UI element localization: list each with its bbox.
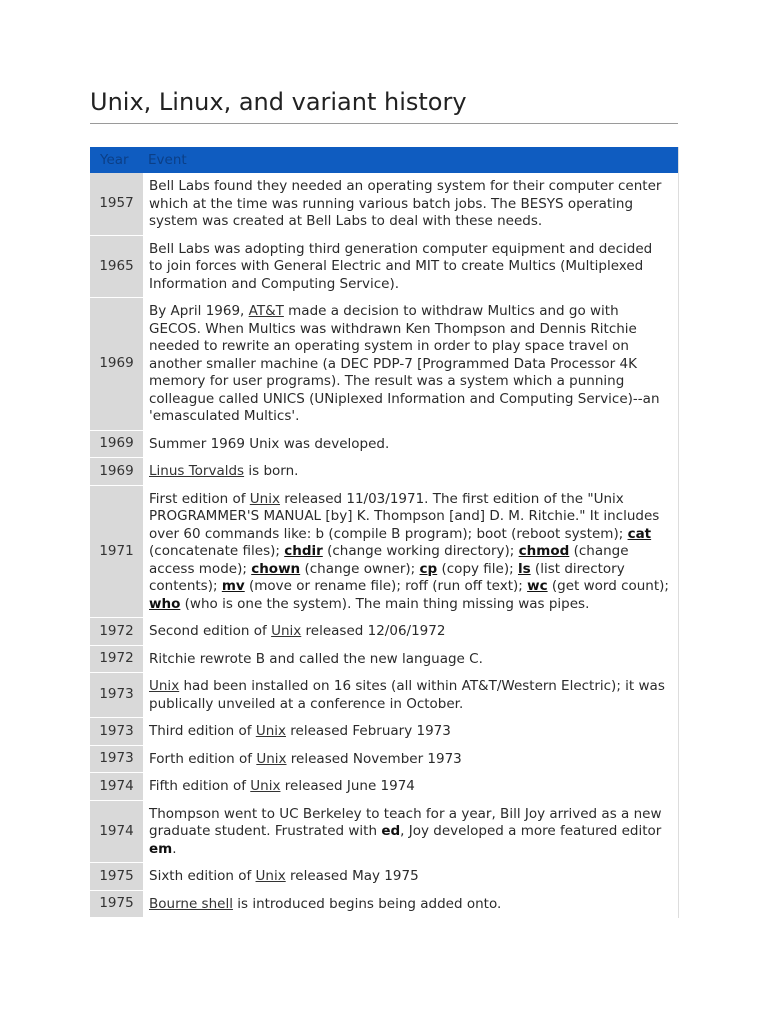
event-cell	[143, 863, 678, 891]
table-row	[90, 618, 678, 646]
year-cell: 1972	[90, 645, 143, 673]
year-cell: 1974	[90, 773, 143, 801]
event-link[interactable]: Unix	[255, 723, 286, 739]
event-cell	[143, 173, 678, 235]
event-text: Thompson went to UC Berkeley to teach for a year, Bill Joy arrived as a new graduate student. Frustrated with	[149, 805, 662, 839]
table-row	[90, 235, 678, 298]
event-cell	[143, 485, 678, 618]
command-name: mv	[221, 578, 245, 594]
event-link[interactable]: Linus Torvalds	[149, 463, 245, 479]
event-link[interactable]: Bourne shell	[149, 895, 233, 912]
year-cell: 1973	[90, 718, 143, 746]
event-text: (change owner);	[300, 560, 420, 577]
event-cell	[143, 745, 678, 773]
event-text: By April 1969,	[149, 303, 249, 319]
year-cell: 1975	[90, 890, 143, 918]
history-table-container	[90, 147, 679, 918]
year-cell: 1969	[90, 298, 143, 431]
event-text: Third edition of	[149, 723, 256, 739]
table-row	[90, 800, 678, 863]
event-text: (concatenate files);	[149, 543, 285, 559]
year-cell: 1969	[90, 458, 143, 486]
table-row	[90, 773, 678, 801]
bold-term: ed	[381, 823, 401, 839]
event-text: had been installed on 16 sites (all within AT&T/Western Electric); it was publically unveiled at a conference in October.	[149, 678, 665, 712]
year-cell: 1969	[90, 430, 143, 458]
event-cell	[143, 458, 678, 486]
event-cell	[143, 618, 678, 646]
page-title: Unix, Linux, and variant history	[90, 88, 467, 116]
event-link[interactable]: Unix	[249, 490, 280, 507]
event-link[interactable]: AT&T	[248, 303, 284, 319]
event-cell	[143, 773, 678, 801]
year-cell: 1957	[90, 173, 143, 235]
event-text: Ritchie rewrote B and called the new language C.	[149, 650, 483, 667]
event-cell	[143, 718, 678, 746]
table-row	[90, 645, 678, 673]
year-cell: 1971	[90, 485, 143, 618]
event-link[interactable]: Unix	[256, 750, 287, 767]
event-cell	[143, 673, 678, 718]
event-cell	[143, 645, 678, 673]
table-row	[90, 863, 678, 891]
year-cell: 1974	[90, 800, 143, 863]
event-text: (copy file);	[437, 560, 518, 577]
event-link[interactable]: Unix	[271, 623, 302, 639]
event-link[interactable]: Unix	[250, 778, 281, 794]
event-cell	[143, 430, 678, 458]
event-text: (change working directory);	[322, 543, 519, 559]
table-row	[90, 673, 678, 718]
event-text: is born.	[244, 463, 299, 479]
table-row	[90, 430, 678, 458]
event-text: made a decision to withdraw Multics and go with GECOS. When Multics was withdrawn Ken Thompson and Dennis Ritchie needed to rewrite an operating system in order to play space travel on another smaller machine (a DEC PDP-7 [Programmed Data Processor 4K memory for user programs). The result was a system which a punning colleague called UNICS (UNiplexed Information and Computing Service)--an 'emasculated Multics'.	[149, 303, 660, 424]
year-cell: 1965	[90, 235, 143, 298]
year-cell: 1973	[90, 745, 143, 773]
event-text: Sixth edition of	[149, 868, 256, 884]
event-cell	[143, 890, 678, 918]
event-text: Bell Labs found they needed an operating system for their computer center which at the time was running various batch jobs. The BESYS operating system was created at Bell Labs to deal with these needs.	[149, 178, 662, 229]
table-row	[90, 745, 678, 773]
history-table	[90, 147, 678, 918]
bold-term: em	[149, 840, 173, 857]
event-text: is introduced begins being added onto.	[232, 895, 502, 912]
event-cell	[143, 235, 678, 298]
event-cell	[143, 298, 678, 431]
table-row	[90, 458, 678, 486]
command-name: who	[149, 595, 181, 612]
event-link[interactable]: Unix	[255, 868, 286, 884]
event-text: Summer 1969 Unix was developed.	[149, 435, 390, 452]
table-row	[90, 298, 678, 431]
command-name: wc	[527, 578, 548, 594]
event-text: released May 1975	[285, 868, 419, 884]
column-header-event: Event	[143, 147, 678, 173]
event-text: .	[172, 840, 177, 857]
year-cell: 1973	[90, 673, 143, 718]
event-text: , Joy developed a more featured editor	[400, 823, 662, 839]
event-text: Second edition of	[149, 623, 272, 639]
year-cell: 1975	[90, 863, 143, 891]
event-cell	[143, 800, 678, 863]
table-row	[90, 485, 678, 618]
table-row	[90, 173, 678, 235]
event-text: Forth edition of	[149, 750, 257, 767]
title-divider	[90, 123, 678, 124]
command-name: cat	[627, 525, 652, 542]
event-text: released 11/03/1971. The first edition of the "Unix PROGRAMMER'S MANUAL [by] K. Thompson [and] D. M. Ritchie." It includes over 60 commands like: b (compile B program); boot (reboot system);	[149, 490, 660, 542]
command-name: cp	[419, 560, 438, 577]
event-text: (move or rename file); roff (run off text);	[244, 578, 528, 594]
event-text: Bell Labs was adopting third generation computer equipment and decided to join forces with General Electric and MIT to create Multics (Multiplexed Information and Computing Service).	[149, 240, 653, 292]
table-body	[90, 173, 678, 918]
event-text: (get word count);	[547, 578, 669, 594]
event-text: First edition of	[149, 490, 250, 507]
command-name: chdir	[284, 543, 323, 559]
table-row	[90, 890, 678, 918]
table-header-row	[90, 147, 678, 173]
event-text: released June 1974	[280, 778, 415, 794]
event-text: released 12/06/1972	[301, 623, 446, 639]
year-cell: 1972	[90, 618, 143, 646]
event-link[interactable]: Unix	[149, 678, 180, 694]
command-name: chmod	[518, 543, 570, 559]
event-text: released November 1973	[286, 750, 462, 767]
event-text: (list directory contents);	[149, 560, 625, 594]
event-text: released February 1973	[286, 723, 451, 739]
command-name: chown	[251, 560, 301, 577]
event-text: Fifth edition of	[149, 778, 251, 794]
event-text: (change access mode);	[149, 543, 629, 577]
command-name: ls	[517, 560, 531, 577]
event-text: (who is one the system). The main thing missing was pipes.	[180, 595, 590, 612]
table-row	[90, 718, 678, 746]
column-header-year: Year	[90, 147, 143, 173]
